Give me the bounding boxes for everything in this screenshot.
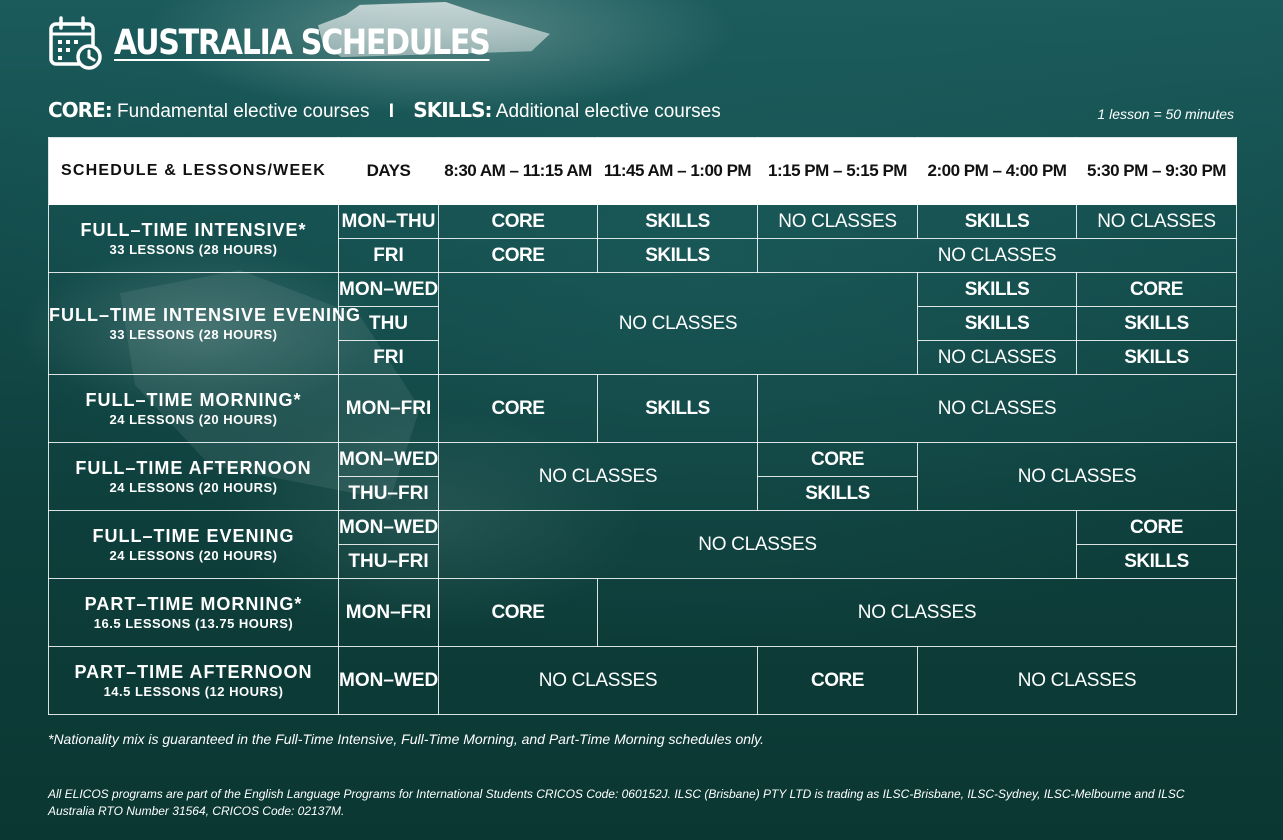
skills-cell: SKILLS — [598, 239, 758, 273]
page-title: AUSTRALIA SCHEDULES — [114, 23, 490, 63]
skills-cell: SKILLS — [1077, 545, 1237, 579]
skills-cell: SKILLS — [918, 205, 1077, 239]
table-row — [49, 443, 1237, 477]
program-name: FULL–TIME AFTERNOON — [75, 458, 312, 478]
table-row — [49, 579, 1237, 647]
program-name: FULL–TIME EVENING — [92, 526, 295, 546]
days-cell: THU — [339, 307, 439, 341]
legend-skills-label: SKILLS: — [413, 98, 492, 122]
page-header — [48, 12, 551, 74]
days-cell: MON–FRI — [339, 375, 439, 443]
skills-cell: SKILLS — [758, 477, 918, 511]
program-lessons: 16.5 LESSONS (13.75 HOURS) — [93, 616, 294, 631]
skills-cell: SKILLS — [918, 307, 1077, 341]
core-cell: CORE — [439, 579, 598, 647]
no-classes-cell: NO CLASSES — [918, 443, 1237, 511]
table-row — [49, 647, 1237, 715]
skills-cell: SKILLS — [598, 205, 758, 239]
days-cell: MON–THU — [339, 205, 439, 239]
no-classes-cell: NO CLASSES — [758, 239, 1237, 273]
no-classes-cell: NO CLASSES — [758, 375, 1237, 443]
skills-cell: SKILLS — [598, 375, 758, 443]
days-cell: MON–WED — [339, 511, 439, 545]
program-name: FULL–TIME MORNING* — [85, 390, 302, 410]
program-lessons: 14.5 LESSONS (12 HOURS) — [103, 684, 284, 699]
program-cell — [49, 647, 339, 715]
core-cell: CORE — [439, 239, 598, 273]
no-classes-cell: NO CLASSES — [439, 273, 918, 375]
program-cell — [49, 375, 339, 443]
days-cell: FRI — [339, 239, 439, 273]
lesson-duration-note: 1 lesson = 50 minutes — [1097, 106, 1234, 122]
table-row — [49, 273, 1237, 307]
program-cell — [49, 273, 362, 375]
no-classes-cell: NO CLASSES — [439, 511, 1077, 579]
table-row — [49, 375, 1237, 443]
days-cell: THU–FRI — [339, 545, 439, 579]
program-cell — [49, 205, 339, 273]
table-header-row — [49, 138, 1237, 205]
program-cell — [49, 579, 339, 647]
core-cell: CORE — [1077, 273, 1237, 307]
legend-separator: I — [388, 101, 395, 122]
program-name: PART–TIME AFTERNOON — [74, 662, 313, 682]
program-lessons: 24 LESSONS (20 HOURS) — [109, 412, 278, 427]
legend-skills-desc: Additional elective courses — [495, 101, 721, 122]
core-cell: CORE — [439, 205, 598, 239]
program-name: FULL–TIME INTENSIVE* — [80, 220, 307, 240]
program-lessons: 24 LESSONS (20 HOURS) — [109, 480, 278, 495]
legal-notice: All ELICOS programs are part of the English Language Programs for International Students CRICOS Code: 060152J. ILSC (Brisbane) PTY LTD is trading as ILSC-Brisbane, ILSC-Sydney, ILSC-Melbourne and ILSC Australia RTO Number 31564, CRICOS Code: 02137M. — [48, 787, 1185, 818]
header-slot-1: 8:30 AM – 11:15 AM — [439, 138, 598, 205]
schedule-table — [48, 137, 1237, 715]
header-days: DAYS — [339, 138, 439, 205]
program-cell — [49, 443, 339, 511]
days-cell: MON–WED — [339, 443, 439, 477]
no-classes-cell: NO CLASSES — [1077, 205, 1237, 239]
program-lessons: 33 LESSONS (28 HOURS) — [109, 242, 278, 257]
days-cell: MON–FRI — [339, 579, 439, 647]
core-cell: CORE — [439, 375, 598, 443]
skills-cell: SKILLS — [918, 273, 1077, 307]
program-name: PART–TIME MORNING* — [84, 594, 303, 614]
no-classes-cell: NO CLASSES — [598, 579, 1237, 647]
legend-core-label: CORE: — [48, 98, 112, 122]
days-cell: THU–FRI — [339, 477, 439, 511]
header-slot-4: 2:00 PM – 4:00 PM — [918, 138, 1077, 205]
core-cell: CORE — [1077, 511, 1237, 545]
no-classes-cell: NO CLASSES — [918, 647, 1237, 715]
table-row — [49, 511, 1237, 545]
header-schedule: SCHEDULE & LESSONS/WEEK — [49, 138, 339, 205]
days-cell: MON–WED — [339, 273, 439, 307]
program-name: FULL–TIME INTENSIVE EVENING — [49, 305, 362, 325]
schedule-legend — [48, 98, 721, 123]
program-cell — [49, 511, 339, 579]
no-classes-cell: NO CLASSES — [439, 647, 758, 715]
nationality-footnote: *Nationality mix is guaranteed in the Full-Time Intensive, Full-Time Morning, and Part-Time Morning schedules only. — [48, 731, 764, 747]
core-cell: CORE — [758, 647, 918, 715]
skills-cell: SKILLS — [1077, 341, 1237, 375]
calendar-clock-icon — [48, 15, 104, 71]
header-slot-2: 11:45 AM – 1:00 PM — [598, 138, 758, 205]
days-cell: MON–WED — [339, 647, 439, 715]
no-classes-cell: NO CLASSES — [758, 205, 918, 239]
core-cell: CORE — [758, 443, 918, 477]
no-classes-cell: NO CLASSES — [918, 341, 1077, 375]
no-classes-cell: NO CLASSES — [439, 443, 758, 511]
days-cell: FRI — [339, 341, 439, 375]
program-lessons: 24 LESSONS (20 HOURS) — [109, 548, 278, 563]
program-lessons: 33 LESSONS (28 HOURS) — [109, 327, 278, 342]
header-slot-5: 5:30 PM – 9:30 PM — [1077, 138, 1237, 205]
legend-core-desc: Fundamental elective courses — [117, 101, 370, 122]
skills-cell: SKILLS — [1077, 307, 1237, 341]
table-row — [49, 205, 1237, 239]
header-slot-3: 1:15 PM – 5:15 PM — [758, 138, 918, 205]
